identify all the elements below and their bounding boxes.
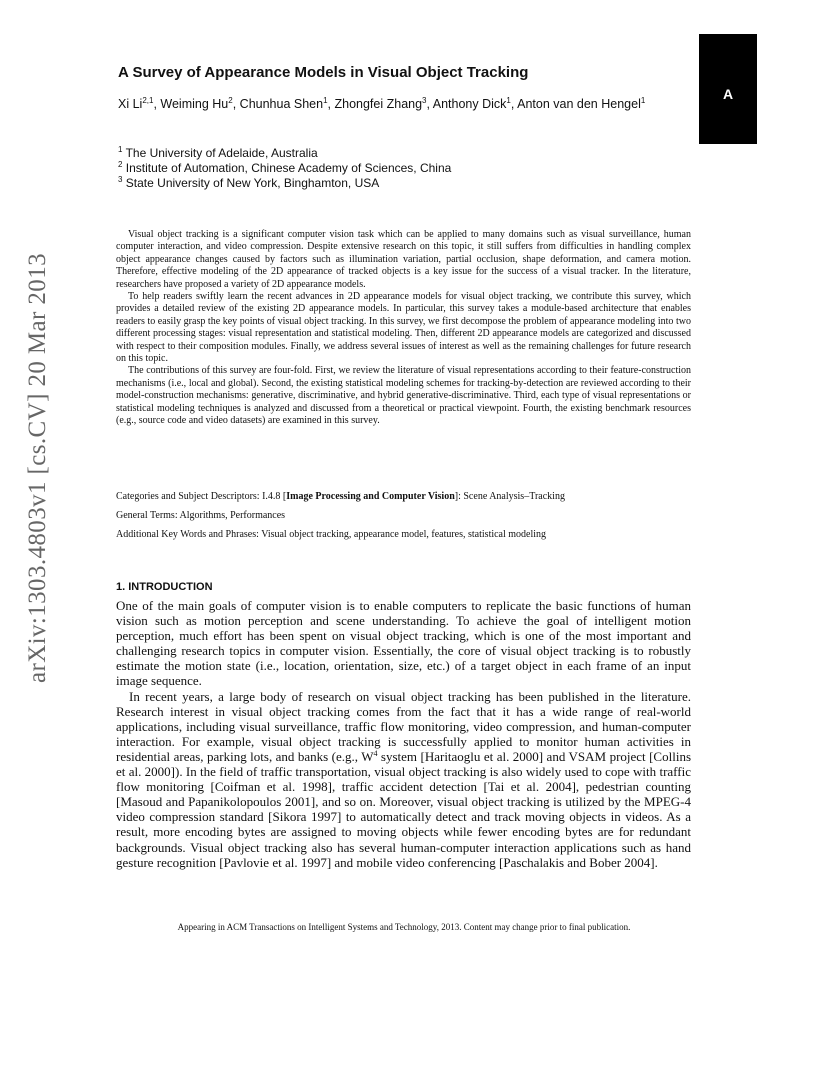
author-affiliation-mark: 1	[323, 96, 328, 105]
affiliation-number: 3	[118, 175, 123, 184]
affiliation	[118, 146, 678, 161]
author-name: Weiming Hu	[160, 97, 229, 111]
author-name: Anthony Dick	[432, 97, 507, 111]
paper-title: A Survey of Appearance Models in Visual Object Tracking	[118, 64, 529, 81]
categories-suffix: ]: Scene Analysis–Tracking	[454, 491, 565, 502]
categories-prefix: Categories and Subject Descriptors: I.4.8 [	[116, 491, 287, 502]
author-affiliation-mark: 1	[506, 96, 511, 105]
abstract-paragraph: The contributions of this survey are four-fold. First, we review the literature of visual representations according to their feature-construction mechanisms (i.e., local and global). Second, the existing statistical modeling schemes for tracking-by-detection are reviewed according to their model-construction mechanisms: generative, discriminative, and hybrid generative-discriminative. Third, each type of visual representations or statistical modeling techniques is analyzed and discussed from a theoretical or practical viewpoint. Fourth, the existing benchmark resources (e.g., source code and video datasets) are examined in this survey.	[116, 365, 691, 427]
author-affiliation-mark: 2	[228, 96, 233, 105]
author-name: Zhongfei Zhang	[334, 97, 423, 111]
intro-text: system [Haritaoglu et al. 2000] and VSAM project [Collins et al. 2000]). In the field of traffic transportation, visual object tracking is also widely used to cope with traffic flow monitoring [Coifman et al. 1998], traffic accident detection [Tai et al. 2004], pedestrian counting [Masoud and Papanikolopoulos 2001], and so on. Moreover, visual object tracking is utilized by the MPEG-4 video compression standard [Sikora 1997] to automatically detect and track moving objects in videos. As a result, more encoding bytes are assigned to moving objects while fewer encoding bytes are for redundant backgrounds. Visual object tracking also has several human-computer interaction applications such as hand gesture recognition [Pavlovie et al. 1997] and mobile video conferencing [Paschalakis and Bober 2004].	[116, 748, 692, 870]
author-name: Xi Li	[118, 97, 143, 111]
journal-tab-letter: A	[722, 86, 734, 102]
author-name: Chunhua Shen	[239, 97, 324, 111]
intro-paragraph	[116, 689, 691, 870]
abstract-paragraph: Visual object tracking is a significant computer vision task which can be applied to many domains such as visual surveillance, human computer interaction, and video compression. Despite extensive research on this topic, it still suffers from difficulties in handling complex object appearance changes caused by factors such as illumination variation, partial occlusion, shape deformation, and camera motion. Therefore, effective modeling of the 2D appearance of tracked objects is a key issue for the success of a visual tracker. In the literature, researchers have proposed a variety of 2D appearance models.	[116, 229, 691, 290]
abstract	[116, 229, 691, 428]
affiliation-text: Institute of Automation, Chinese Academy of Sciences, China	[125, 161, 452, 175]
page-footer: Appearing in ACM Transactions on Intelligent Systems and Technology, 2013. Content may change prior to final publication.	[177, 922, 631, 932]
author-list: Xi Li$^{2,1}$, Weiming Hu$^2$, Chunhua Shen$^1$, Zhongfei Zhang$^3$, Anthony Dick$^1$, Anton van den Hengel$^1$	[118, 96, 646, 111]
journal-tab	[699, 34, 757, 144]
author-name: Anton van den Hengel	[517, 97, 641, 111]
affiliation-number: 2	[118, 160, 123, 169]
section-heading: 1. INTRODUCTION	[116, 581, 213, 593]
categories-bold: Image Processing and Computer Vision	[286, 491, 455, 502]
w4-superscript: 4	[373, 748, 378, 758]
affiliation-list	[118, 146, 678, 191]
intro-paragraph: One of the main goals of computer vision is to enable computers to replicate the basic functions of human vision such as motion perception and scene understanding. To achieve the goal of intelligent motion perception, much effort has been spent on visual object tracking, which is one of the most important and challenging research topics in computer vision. Essentially, the core of visual object tracking is to robustly estimate the motion state (i.e., location, orientation, size, etc.) of a target object in each frame of an input image sequence.	[116, 598, 691, 689]
arxiv-side-stamp: arXiv:1303.4803v1 [cs.CV] 20 Mar 2013	[24, 252, 51, 684]
keywords: Additional Key Words and Phrases: Visual object tracking, appearance model, features, statistical modeling	[116, 529, 547, 540]
author-affiliation-mark: 3	[422, 96, 427, 105]
general-terms: General Terms: Algorithms, Performances	[116, 510, 286, 521]
abstract-paragraph: To help readers swiftly learn the recent advances in 2D appearance models for visual object tracking, we contribute this survey, which provides a detailed review of the existing 2D appearance models. In particular, this survey takes a module-based architecture that enables readers to easily grasp the key points of visual object tracking. In this survey, we first decompose the problem of appearance modeling into two different processing stages: visual representation and statistical modeling. Then, different 2D appearance models are categorized and discussed with respect to their composition modules. Finally, we address several issues of interest as well as the remaining challenges for future research on this topic.	[116, 291, 691, 365]
affiliation	[118, 176, 678, 191]
author-affiliation-mark: 2,1	[142, 96, 154, 105]
affiliation-text: State University of New York, Binghamton, USA	[125, 176, 380, 190]
categories-line	[116, 491, 696, 503]
affiliation-number: 1	[118, 145, 123, 154]
introduction-body	[116, 598, 691, 870]
affiliation	[118, 161, 678, 176]
author-affiliation-mark: 1	[640, 96, 646, 105]
intro-text: In recent years, a large body of research on visual object tracking has been published in the literature. Research interest in visual object tracking comes from the fact that it has a wide range of real-world applications, including visual surveillance, traffic flow monitoring, video compression, and human-computer interaction. For example, visual object tracking is successfully applied to monitor human activities in residential areas, parking lots, and banks (e.g., W	[116, 688, 691, 764]
affiliation-text: The University of Adelaide, Australia	[125, 146, 318, 160]
